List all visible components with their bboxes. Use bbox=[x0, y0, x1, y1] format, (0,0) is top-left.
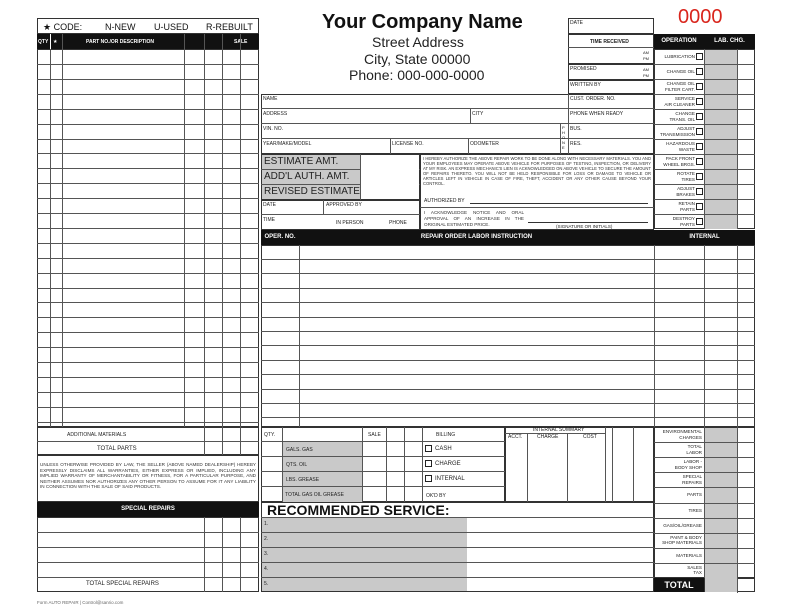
charge-label: CHARGE bbox=[435, 461, 461, 467]
operation-checkbox[interactable] bbox=[696, 83, 703, 90]
labor-table bbox=[261, 245, 755, 427]
code-legend bbox=[37, 18, 259, 34]
table-row bbox=[37, 153, 259, 154]
gas-billing-label: BILLING bbox=[436, 432, 456, 438]
table-row bbox=[261, 360, 755, 361]
summary-charge-label: CHARGE bbox=[537, 434, 559, 440]
table-row bbox=[261, 259, 755, 260]
special-repairs-header: SPECIAL REPAIRS bbox=[37, 502, 259, 517]
operation-checkbox[interactable] bbox=[696, 128, 703, 135]
ack-text: I ACKNOWLEDGE NOTICE AND ORAL APPROVAL OF AN INCREASE IN THE ORIGINAL ESTIMATED PRICE. bbox=[424, 210, 524, 227]
table-row bbox=[37, 273, 259, 274]
internal-billing-label: INTERNAL bbox=[435, 476, 465, 482]
operation-checkbox[interactable] bbox=[696, 188, 703, 195]
operation-label: PARTS bbox=[680, 222, 695, 227]
time-received-label: TIME RECEIVED bbox=[590, 39, 629, 45]
gas-sale-label: SALE bbox=[368, 432, 381, 438]
operation-checkbox[interactable] bbox=[696, 203, 703, 210]
table-row bbox=[37, 183, 259, 184]
operation-label: ROTATE bbox=[677, 171, 695, 176]
gas-qty-label: QTY. bbox=[264, 432, 276, 438]
phone-vertical-label: P H O N E bbox=[562, 125, 566, 150]
city-label: CITY bbox=[472, 111, 484, 117]
name-label: NAME bbox=[263, 96, 278, 102]
code-rebuilt: R-REBUILT bbox=[206, 22, 253, 32]
authorization-text: I HEREBY AUTHORIZE THE ABOVE REPAIR WORK TO BE DONE ALONG WITH NECESSARY MATERIALS. YOU AND YOUR EMPLOYEES MAY OPERATE ABOVE VEHICLE FOR PURPOSES OF TESTING, INSPECTION, OR DELIVERY AT MY RISK. AN EXPRESS MECHANIC'S LIEN IS ACKNOWLEDGED ON ABOVE VEHICLE TO SECURE THE AMOUNT OF REPAIRS THERETO. YOU WILL NOT BE HELD RESPONSIBLE FOR LOSS OR DAMAGE TO VEHICLE OR ARTICLES LEFT IN VEHICLE IN CASE OF FIRE, THEFT, ACCIDENT OR ANY OTHER CAUSE BEYOND YOUR CONTROL. bbox=[423, 156, 651, 186]
operation-label: LUBRICATION bbox=[664, 54, 695, 59]
year-make-label: YEAR/MAKE/MODEL bbox=[263, 141, 312, 147]
additional-materials-label: ADDITIONAL MATERIALS bbox=[67, 432, 127, 438]
am-label-1: AM bbox=[643, 50, 649, 55]
table-row bbox=[261, 374, 755, 375]
table-row bbox=[37, 79, 259, 80]
operation-label: HAZARDOUS bbox=[666, 141, 695, 146]
odometer-label: ODOMETER bbox=[470, 141, 499, 147]
total-line-label: TAX bbox=[693, 570, 702, 576]
table-row bbox=[37, 198, 259, 199]
cash-checkbox[interactable] bbox=[425, 445, 432, 452]
table-row bbox=[37, 332, 259, 333]
city-state: City, State 00000 bbox=[364, 51, 471, 67]
total-line-label: BODY SHOP bbox=[674, 464, 702, 470]
table-row bbox=[37, 124, 259, 125]
total-line-label: SHOP MATERIALS bbox=[662, 540, 702, 546]
authorized-by-label: AUTHORIZED BY bbox=[424, 198, 465, 204]
bus-phone-label: BUS. bbox=[570, 126, 582, 132]
table-row bbox=[37, 288, 259, 289]
table-row bbox=[37, 407, 259, 408]
total-line-label: ENVIRONMENTAL bbox=[662, 429, 702, 434]
lab-chg-header: LAB. CHG. bbox=[704, 34, 755, 49]
total-special-repairs-label: TOTAL SPECIAL REPAIRS bbox=[86, 581, 159, 587]
operation-label: PARTS bbox=[680, 207, 695, 212]
license-label: LICENSE NO. bbox=[392, 141, 424, 147]
operation-label: CHANGE OIL bbox=[666, 81, 695, 86]
table-row bbox=[261, 331, 755, 332]
date-approved-label: DATE bbox=[263, 202, 276, 208]
cust-order-label: CUST. ORDER. NO. bbox=[570, 96, 616, 102]
internal-checkbox[interactable] bbox=[425, 475, 432, 482]
table-row bbox=[261, 302, 755, 303]
estimate-amt-label: ESTIMATE AMT. bbox=[264, 156, 339, 167]
recommended-service-title: RECOMMENDED SERVICE: bbox=[267, 502, 450, 518]
table-row bbox=[261, 317, 755, 318]
table-row bbox=[37, 258, 259, 259]
total-line-label: LABOR bbox=[686, 449, 702, 455]
table-row bbox=[261, 417, 755, 418]
parts-star-header: ★ bbox=[53, 39, 58, 45]
table-row bbox=[37, 377, 259, 378]
total-line-label: TOTAL bbox=[687, 444, 702, 450]
table-row bbox=[261, 273, 755, 274]
table-row bbox=[37, 109, 259, 110]
footer-text: Form AUTO REPAIR | Control@sanrio.com bbox=[37, 600, 124, 605]
table-row bbox=[37, 228, 259, 229]
code-star-label: ★ CODE: bbox=[43, 22, 83, 32]
street-address: Street Address bbox=[372, 34, 464, 50]
table-row bbox=[37, 317, 259, 318]
promised-label: PROMISED bbox=[570, 66, 597, 72]
table-row bbox=[37, 422, 259, 423]
table-row bbox=[261, 389, 755, 390]
vin-label: VIN. NO. bbox=[263, 126, 284, 132]
total-label: TOTAL bbox=[654, 578, 704, 592]
date-label: DATE bbox=[570, 20, 583, 26]
ok-by-label: OK'D BY bbox=[426, 493, 446, 499]
operation-label: PACK FRONT bbox=[665, 156, 695, 161]
gals-gas-label: GALS. GAS bbox=[286, 447, 313, 453]
operation-label: TRANS. OIL bbox=[669, 117, 695, 122]
cash-label: CASH bbox=[435, 446, 452, 452]
table-row bbox=[261, 288, 755, 289]
table-row bbox=[37, 94, 259, 95]
operation-label: FILTER CART. bbox=[665, 87, 695, 92]
addl-auth-label: ADD'L AUTH. AMT. bbox=[264, 171, 350, 182]
code-used: U-USED bbox=[154, 22, 189, 32]
total-line-label: LABOR - bbox=[683, 459, 702, 465]
revised-estimate-label: REVISED ESTIMATE bbox=[264, 186, 360, 197]
company-name: Your Company Name bbox=[322, 11, 523, 33]
customer-block bbox=[261, 94, 654, 154]
table-row bbox=[37, 392, 259, 393]
operation-checkbox[interactable] bbox=[696, 173, 703, 180]
operation-label: WHEEL BRGS. bbox=[663, 162, 695, 167]
charge-checkbox[interactable] bbox=[425, 460, 432, 467]
operation-checkbox[interactable] bbox=[696, 68, 703, 75]
operation-label: CHANGE bbox=[675, 111, 695, 116]
operation-label: WASTE bbox=[678, 147, 695, 152]
address-label: ADDRESS bbox=[263, 111, 288, 117]
company-phone: Phone: 000-000-0000 bbox=[349, 67, 485, 83]
signature-label: (SIGNATURE OR INITIALS) bbox=[556, 224, 613, 229]
parts-sale-header: SALE bbox=[234, 39, 248, 45]
pm-label-2: PM bbox=[643, 73, 649, 78]
operation-label: TRANSMISSION bbox=[660, 132, 695, 137]
am-label-2: AM bbox=[643, 67, 649, 72]
operation-checkbox[interactable] bbox=[696, 158, 703, 165]
time-approved-label: TIME bbox=[263, 217, 275, 223]
table-row bbox=[37, 562, 259, 563]
operation-label: AIR CLEANER bbox=[664, 102, 695, 107]
operation-label: ADJUST bbox=[677, 126, 695, 131]
recommended-line-number: 5. bbox=[264, 581, 269, 587]
written-by-label: WRITTEN BY bbox=[570, 82, 601, 88]
total-line-label: TIRES bbox=[688, 507, 702, 513]
operation-label: TIRES bbox=[681, 177, 695, 182]
operation-header: OPERATION bbox=[654, 34, 704, 49]
parts-table bbox=[37, 49, 259, 427]
internal-header: INTERNAL bbox=[654, 230, 755, 245]
table-row bbox=[37, 213, 259, 214]
operation-checkbox[interactable] bbox=[696, 143, 703, 150]
lbs-grease-label: LBS. GREASE bbox=[286, 477, 320, 483]
table-row bbox=[37, 532, 259, 533]
table-row bbox=[37, 64, 259, 65]
operation-checkbox[interactable] bbox=[696, 218, 703, 225]
parts-desc-header: PART NO./OR DESCRIPTION bbox=[86, 39, 154, 45]
table-row bbox=[37, 347, 259, 348]
oper-no-header: OPER. NO. bbox=[261, 230, 299, 245]
table-row bbox=[37, 243, 259, 244]
total-gas-label: TOTAL GAS OIL GREASE bbox=[285, 492, 344, 498]
recommended-line-number: 2. bbox=[264, 536, 269, 542]
code-new: N-NEW bbox=[105, 22, 136, 32]
total-line-label: MATERIALS bbox=[676, 552, 702, 558]
total-line-label: PAINT & BODY bbox=[670, 534, 702, 540]
total-line-label: CHARGES bbox=[679, 434, 702, 440]
internal-summary-title: INTERNAL SUMMARY bbox=[533, 427, 585, 433]
operation-checkbox[interactable] bbox=[696, 98, 703, 105]
recommended-line-number: 1. bbox=[264, 521, 269, 527]
phone-approved-label: PHONE bbox=[389, 220, 407, 226]
total-parts-label: TOTAL PARTS bbox=[97, 446, 137, 452]
parts-qty-header: QTY bbox=[38, 39, 49, 45]
pm-label-1: PM bbox=[643, 56, 649, 61]
res-phone-label: RES. bbox=[570, 141, 582, 147]
table-row bbox=[261, 403, 755, 404]
in-person-label: IN PERSON bbox=[336, 220, 364, 226]
recommended-line-number: 4. bbox=[264, 566, 269, 572]
total-line-label: GAS/OIL/GREASE bbox=[663, 522, 702, 528]
operation-label: ADJUST bbox=[677, 186, 695, 191]
total-line-label: PARTS bbox=[687, 492, 702, 498]
operation-checkbox[interactable] bbox=[696, 113, 703, 120]
operation-label: DESTROY bbox=[672, 216, 695, 221]
table-row bbox=[37, 302, 259, 303]
operation-label: CHANGE OIL bbox=[666, 69, 695, 74]
table-row bbox=[37, 139, 259, 140]
operation-label: SERVICE bbox=[674, 96, 695, 101]
total-line-label: SALES bbox=[687, 564, 702, 570]
qts-oil-label: QTS. OIL bbox=[286, 462, 308, 468]
table-row bbox=[37, 362, 259, 363]
table-row bbox=[37, 577, 259, 578]
total-line-label: REPAIRS bbox=[682, 479, 702, 485]
phone-ready-label: PHONE WHEN READY bbox=[570, 111, 624, 117]
order-number: 0000 bbox=[678, 6, 723, 28]
approved-by-label: APPROVED BY bbox=[326, 202, 362, 208]
table-row bbox=[37, 547, 259, 548]
labor-instruction-header: REPAIR ORDER LABOR INSTRUCTION bbox=[299, 230, 654, 245]
disclaimer-text: UNLESS OTHERWISE PROVIDED BY LAW, THE SELLER (ABOVE NAMED DEALERSHIP) HEREBY EXPRESSLY DISCLAIMS ALL WARRANTIES, EITHER EXPRESS OR IMPLIED, INCLUDING ANY IMPLIED WARRANTY OF MERCHANTABILITY OR FITNESS, FOR A PARTICULAR PURPOSE, AND NEITHER ASSUMES NOR AUTHORIZES ANY OTHER PERSON TO ASSUME FOR IT ANY LIABILITY IN CONNECTION WITH THE SALE OF SAID PRODUCTS. bbox=[40, 462, 256, 490]
operation-label: BRAKES bbox=[676, 192, 695, 197]
acct-label: ACCT. bbox=[508, 434, 523, 440]
operation-label: RETAIN bbox=[678, 201, 695, 206]
table-row bbox=[37, 168, 259, 169]
operation-checkbox[interactable] bbox=[696, 53, 703, 60]
recommended-line-number: 3. bbox=[264, 551, 269, 557]
summary-cost-label: COST bbox=[583, 434, 597, 440]
table-row bbox=[261, 345, 755, 346]
total-line-label: SPECIAL bbox=[682, 474, 702, 480]
